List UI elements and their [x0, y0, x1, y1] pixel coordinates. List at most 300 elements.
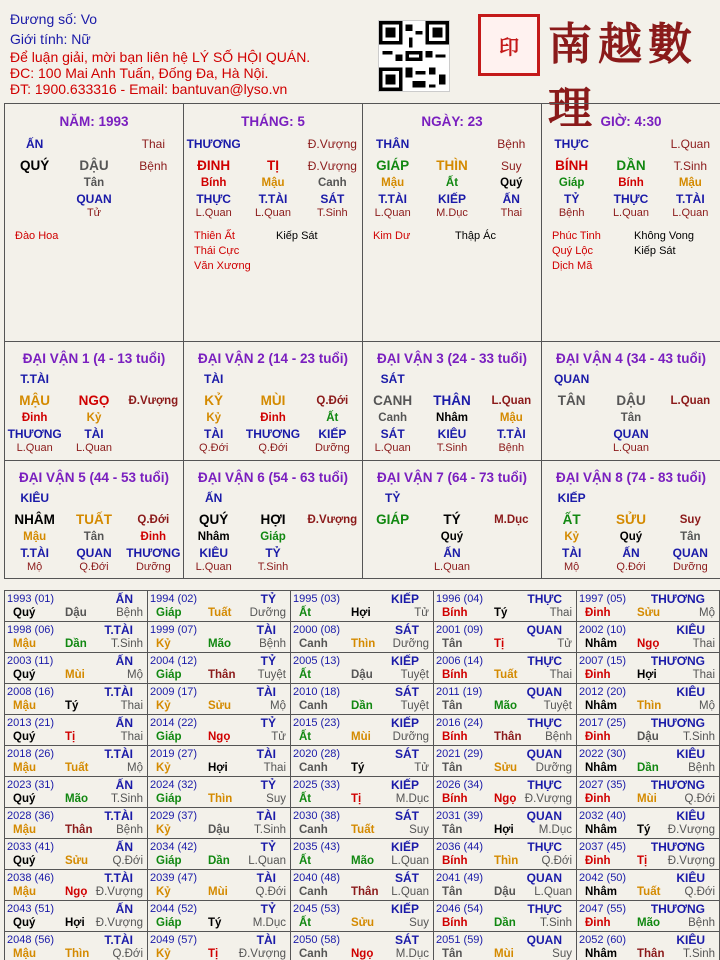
- year-cell: [291, 808, 434, 839]
- year-cell: [577, 591, 720, 622]
- dai-van-cell: [363, 461, 542, 579]
- dai-van-hidden-god: [124, 427, 183, 442]
- year-label: 2042 (50): [579, 872, 627, 884]
- dai-van-stage: Mộ: [564, 561, 580, 573]
- year-god: QUAN: [526, 933, 562, 947]
- year-stage: Bệnh: [545, 731, 572, 743]
- year-stem: Bính: [442, 731, 468, 743]
- year-god: ẤN: [115, 902, 133, 916]
- dai-van-title: ĐẠI VẬN 4 (34 - 43 tuổi): [555, 351, 707, 366]
- year-stage: Suy: [409, 917, 429, 929]
- year-label: 1998 (06): [7, 624, 55, 636]
- pillar-main-2: Suy: [500, 159, 522, 173]
- dai-van-stage: L.Quan: [433, 561, 471, 573]
- year-god: THƯƠNG: [650, 592, 705, 606]
- pillar-main-0: QUÝ: [20, 158, 50, 173]
- year-cell: [577, 901, 720, 932]
- dai-van-cell: [5, 342, 184, 461]
- seal-text: 印: [499, 34, 519, 59]
- pillar-star: Văn Xương: [194, 260, 251, 272]
- dai-van-hidden-stem: [303, 531, 362, 546]
- pillar-main-2: Đ.Vượng: [307, 159, 357, 173]
- year-branch: Tị: [351, 793, 362, 805]
- year-god: TỶ: [260, 778, 276, 792]
- year-god: T.TÀI: [104, 933, 133, 947]
- dai-van-stage: Dưỡng: [672, 561, 708, 573]
- year-god: KIẾP: [390, 716, 419, 730]
- dai-van-hidden-god: TÀI: [561, 546, 582, 560]
- dai-van-main-0: KỶ: [204, 393, 224, 408]
- year-god: QUAN: [526, 685, 562, 699]
- year-cell: [291, 591, 434, 622]
- dai-van-stage: [124, 442, 183, 458]
- year-label: 2040 (48): [293, 872, 341, 884]
- year-stage: Thai: [120, 700, 143, 712]
- dai-van-stage: [542, 442, 601, 458]
- year-label: 2007 (15): [579, 655, 627, 667]
- year-branch: Tị: [208, 948, 219, 960]
- dai-van-stage: [482, 561, 541, 577]
- year-label: 2025 (33): [293, 779, 341, 791]
- year-branch: Dần: [351, 700, 373, 712]
- year-god: T.TÀI: [104, 747, 133, 761]
- dai-van-hidden-stem: Giáp: [260, 531, 286, 543]
- dai-van-hidden-god: KIẾP: [318, 427, 347, 441]
- year-cell: [148, 746, 291, 777]
- pillar-star-bad: Kiếp Sát: [634, 245, 676, 257]
- year-cell: [5, 684, 148, 715]
- year-god: ẤN: [115, 592, 133, 606]
- dai-van-hidden-stem: Canh: [378, 412, 408, 424]
- pillar-star: Dịch Mã: [552, 260, 593, 272]
- year-cell: [148, 684, 291, 715]
- year-label: 2011 (19): [436, 686, 483, 698]
- year-label: 2012 (20): [579, 686, 627, 698]
- yearly-table: [4, 590, 720, 960]
- year-stem: Quý: [13, 793, 36, 805]
- year-stem: Giáp: [156, 855, 182, 867]
- year-god: T.TÀI: [104, 685, 133, 699]
- year-branch: Dần: [494, 917, 516, 929]
- pillar-top-0: THƯƠNG: [186, 137, 241, 151]
- year-stem: Nhâm: [585, 824, 617, 836]
- year-god: SÁT: [395, 685, 419, 699]
- pillar-main-0: ĐINH: [197, 158, 231, 173]
- dai-van-main-0: CANH: [373, 393, 413, 408]
- year-branch: Thân: [637, 948, 665, 960]
- dai-van-hidden-god: THƯƠNG: [245, 427, 301, 441]
- year-label: 2051 (59): [436, 934, 484, 946]
- year-label: 2017 (25): [579, 717, 627, 729]
- year-stem: Giáp: [156, 607, 182, 619]
- year-stem: Đinh: [585, 607, 611, 619]
- dai-van-stage: [303, 561, 362, 577]
- dai-van-cell: [184, 461, 363, 579]
- year-stage: T.Sinh: [111, 793, 143, 805]
- year-branch: Mão: [208, 638, 231, 650]
- dai-van-hidden-stem: [363, 531, 422, 546]
- year-cell: [434, 932, 577, 960]
- year-stem: Mậu: [13, 948, 36, 960]
- year-god: THỰC: [527, 840, 562, 854]
- pillar-stage: Thai: [500, 207, 523, 219]
- year-stage: Đ.Vượng: [524, 793, 572, 805]
- year-stage: Tuyệt: [543, 700, 572, 712]
- year-god: TÀI: [256, 871, 276, 885]
- year-god: KIÊU: [676, 685, 705, 699]
- year-label: 2031 (39): [436, 810, 484, 822]
- year-branch: Sửu: [637, 607, 661, 619]
- year-stem: Đinh: [585, 855, 611, 867]
- year-label: 2036 (44): [436, 841, 484, 853]
- year-branch: Ngọ: [351, 948, 374, 960]
- year-label: 2030 (38): [293, 810, 341, 822]
- year-god: TÀI: [256, 747, 276, 761]
- dai-van-hidden-stem: Mậu: [499, 412, 523, 424]
- yearly-row: [5, 653, 720, 684]
- pillar-hidden-god: SÁT: [320, 192, 345, 206]
- dai-van-stage: Mộ: [27, 561, 43, 573]
- pillar-cell: [184, 104, 363, 342]
- pillar-top-0: ẤN: [25, 137, 44, 151]
- pillar-top-1: [244, 137, 303, 155]
- year-stage: Mộ: [699, 700, 715, 712]
- year-god: SÁT: [395, 933, 419, 947]
- year-stem: Mậu: [13, 638, 36, 650]
- dai-van-main-0: ẤT: [562, 512, 581, 527]
- year-branch: Tuất: [494, 669, 518, 681]
- year-god: THỰC: [527, 902, 562, 916]
- year-stem: Giáp: [156, 731, 182, 743]
- dai-van-hidden-god: [661, 427, 720, 442]
- dai-van-main-2: Đ.Vượng: [128, 395, 179, 407]
- year-label: 2041 (49): [436, 872, 484, 884]
- year-god: THỰC: [527, 592, 562, 606]
- year-stage: T.Sinh: [540, 917, 572, 929]
- year-stage: Mộ: [699, 607, 715, 619]
- pillar-main-1: THÌN: [436, 158, 468, 173]
- year-stage: Thai: [263, 762, 286, 774]
- year-label: 2047 (55): [579, 903, 627, 915]
- year-stage: Tử: [271, 731, 286, 743]
- year-god: TÀI: [256, 685, 276, 699]
- dai-van-stage: L.Quan: [16, 442, 53, 454]
- year-label: 2037 (45): [579, 841, 627, 853]
- year-god: THỰC: [527, 778, 562, 792]
- year-cell: [148, 591, 291, 622]
- year-stage: Tuyệt: [400, 700, 429, 712]
- dai-van-stage: [661, 442, 720, 458]
- pillar-star-bad: Không Vong: [634, 230, 694, 242]
- year-god: T.TÀI: [104, 809, 133, 823]
- year-god: SÁT: [395, 809, 419, 823]
- year-branch: Tuất: [208, 607, 232, 619]
- dai-van-stage: Q.Đới: [616, 561, 646, 573]
- year-stem: Đinh: [585, 793, 611, 805]
- year-branch: Ngọ: [65, 886, 88, 898]
- dai-van-stage: Q.Đới: [199, 442, 229, 454]
- year-stage: Q.Đới: [112, 855, 143, 867]
- year-stage: T.Sinh: [254, 824, 286, 836]
- year-stem: Tân: [442, 762, 463, 774]
- dai-van-main-1: TÝ: [443, 512, 461, 527]
- year-god: QUAN: [526, 871, 562, 885]
- year-label: 2021 (29): [436, 748, 484, 760]
- yearly-row: [5, 715, 720, 746]
- year-stage: Dưỡng: [535, 762, 572, 774]
- year-branch: Thìn: [637, 700, 662, 712]
- dai-van-hidden-god: THƯƠNG: [126, 546, 181, 560]
- year-stem: Quý: [13, 855, 36, 867]
- year-god: THƯƠNG: [650, 654, 705, 668]
- year-stem: Ất: [299, 731, 312, 743]
- year-stem: Canh: [299, 948, 328, 960]
- year-branch: Hợi: [494, 824, 514, 836]
- dai-van-main-1: TUẤT: [75, 512, 112, 527]
- year-label: 2003 (11): [7, 655, 54, 667]
- dai-van-stage: T.Sinh: [257, 561, 289, 573]
- year-stage: T.Sinh: [683, 948, 715, 960]
- year-god: TỶ: [260, 654, 276, 668]
- dai-van-main-1: HỢI: [260, 512, 286, 527]
- dai-van-hidden-stem: Kỷ: [564, 531, 580, 543]
- year-stage: Q.Đới: [684, 793, 715, 805]
- year-label: 1994 (02): [150, 593, 198, 605]
- pillar-hidden-god: T.TÀI: [258, 192, 288, 206]
- year-stage: Thai: [692, 669, 715, 681]
- dai-van-hidden-stem: Đinh: [260, 412, 286, 424]
- year-stem: Mậu: [13, 886, 36, 898]
- year-branch: Mão: [65, 793, 88, 805]
- year-branch: Dần: [65, 638, 87, 650]
- year-god: TÀI: [256, 933, 276, 947]
- dai-van-hidden-stem: Kỷ: [206, 412, 222, 424]
- year-branch: Mão: [494, 700, 517, 712]
- year-branch: Mùi: [208, 886, 228, 898]
- pillar-top-1: [65, 137, 124, 155]
- dai-van-stage: Dưỡng: [314, 442, 350, 454]
- year-cell: [148, 901, 291, 932]
- year-cell: [434, 777, 577, 808]
- dai-van-hidden-stem: Quý: [619, 531, 643, 543]
- dai-van-main-1: MÙI: [260, 393, 286, 408]
- pillar-top-2: Đ.Vượng: [307, 137, 357, 151]
- pillar-hidden-god: ẤN: [502, 192, 520, 206]
- year-cell: [577, 653, 720, 684]
- year-god: KIÊU: [676, 809, 705, 823]
- dai-van-main-1: NGỌ: [78, 393, 110, 408]
- year-label: 2002 (10): [579, 624, 627, 636]
- year-stage: Thai: [692, 638, 715, 650]
- pillar-star-bad: Kiếp Sát: [276, 230, 318, 242]
- qr-code: [378, 20, 450, 92]
- year-stage: Mộ: [127, 762, 143, 774]
- year-label: 2010 (18): [293, 686, 341, 698]
- year-cell: [434, 870, 577, 901]
- dai-van-hidden-stem: [124, 412, 183, 427]
- year-branch: Tị: [65, 731, 76, 743]
- year-cell: [148, 622, 291, 653]
- pillar-main-2: Bệnh: [139, 159, 168, 173]
- year-god: TỶ: [260, 902, 276, 916]
- dai-van-main-0: QUÝ: [199, 512, 229, 527]
- year-god: THƯƠNG: [650, 840, 705, 854]
- year-label: 2046 (54): [436, 903, 484, 915]
- year-stage: Thai: [549, 607, 572, 619]
- dai-van-title: ĐẠI VẬN 6 (54 - 63 tuổi): [197, 470, 349, 485]
- year-stage: Bệnh: [116, 824, 143, 836]
- year-label: 2004 (12): [150, 655, 198, 667]
- year-branch: Hợi: [637, 669, 657, 681]
- pillar-title: NGÀY: 23: [421, 114, 483, 129]
- pillar-hidden-stem: Bính: [618, 177, 644, 189]
- year-god: ẤN: [115, 716, 133, 730]
- year-stem: Kỷ: [156, 824, 171, 836]
- year-branch: Tị: [637, 855, 648, 867]
- dai-van-main-2: M.Dục: [494, 514, 529, 526]
- year-god: TỶ: [260, 840, 276, 854]
- year-stage: T.Sinh: [683, 731, 715, 743]
- year-stage: M.Dục: [395, 948, 429, 960]
- year-stage: Dưỡng: [392, 638, 429, 650]
- year-label: 2035 (43): [293, 841, 341, 853]
- year-cell: [5, 932, 148, 960]
- year-stem: Quý: [13, 607, 36, 619]
- dai-van-hidden-stem: Ất: [326, 412, 339, 424]
- year-stage: Thai: [120, 731, 143, 743]
- year-god: SÁT: [395, 623, 419, 637]
- pillar-hidden-stem: Tân: [83, 177, 105, 189]
- pillar-top-0: THỰC: [554, 137, 589, 151]
- pillar-hidden-stem: [124, 177, 183, 192]
- year-label: 2008 (16): [7, 686, 55, 698]
- year-branch: Tị: [494, 638, 505, 650]
- year-stem: Kỷ: [156, 638, 171, 650]
- year-label: 2043 (51): [7, 903, 55, 915]
- dai-van-top: QUAN: [553, 372, 590, 386]
- year-cell: [148, 808, 291, 839]
- year-god: KIÊU: [676, 747, 705, 761]
- yearly-row: [5, 777, 720, 808]
- year-branch: Thìn: [351, 638, 376, 650]
- dai-van-stage: T.Sinh: [436, 442, 468, 454]
- year-label: 2034 (42): [150, 841, 198, 853]
- dai-van-hidden-god: QUAN: [76, 546, 112, 560]
- year-label: 2038 (46): [7, 872, 55, 884]
- year-god: TỶ: [260, 592, 276, 606]
- year-god: THỰC: [527, 654, 562, 668]
- year-stage: Bệnh: [688, 917, 715, 929]
- year-cell: [5, 839, 148, 870]
- year-stage: Q.Đới: [112, 948, 143, 960]
- year-branch: Ngọ: [494, 793, 517, 805]
- pillar-stage: Bệnh: [558, 207, 585, 219]
- pillar-star: Thái Cực: [194, 245, 240, 257]
- year-label: 2048 (56): [7, 934, 55, 946]
- yearly-row: [5, 932, 720, 960]
- year-cell: [148, 653, 291, 684]
- year-god: QUAN: [526, 747, 562, 761]
- year-stage: Dưỡng: [392, 731, 429, 743]
- year-branch: Tuất: [351, 824, 375, 836]
- dai-van-hidden-god: TÀI: [203, 427, 224, 441]
- year-stage: Bệnh: [259, 638, 286, 650]
- year-stage: M.Dục: [538, 824, 572, 836]
- year-cell: [577, 622, 720, 653]
- dai-van-top: KIẾP: [557, 491, 586, 505]
- year-stem: Ất: [299, 607, 312, 619]
- year-branch: Tý: [494, 607, 508, 619]
- year-cell: [291, 901, 434, 932]
- yearly-row: [5, 839, 720, 870]
- year-cell: [577, 870, 720, 901]
- year-label: 2033 (41): [7, 841, 55, 853]
- year-stem: Bính: [442, 607, 468, 619]
- year-cell: [291, 932, 434, 960]
- year-branch: Dần: [637, 762, 659, 774]
- year-stage: T.Sinh: [111, 638, 143, 650]
- dai-van-main-2: L.Quan: [491, 395, 532, 407]
- pillar-stage: Tử: [86, 207, 102, 219]
- year-stage: M.Dục: [395, 793, 429, 805]
- year-stem: Ất: [299, 669, 312, 681]
- pillar-hidden-stem: Mậu: [678, 177, 702, 189]
- year-stem: Giáp: [156, 793, 182, 805]
- year-god: ẤN: [115, 654, 133, 668]
- year-stage: Q.Đới: [541, 855, 572, 867]
- pillar-main-1: DẦN: [616, 158, 646, 173]
- year-label: 1997 (05): [579, 593, 627, 605]
- year-branch: Tý: [65, 700, 79, 712]
- dai-van-title: ĐẠI VẬN 7 (64 - 73 tuổi): [376, 470, 528, 485]
- dai-van-hidden-god: ẤN: [443, 546, 461, 560]
- year-branch: Dậu: [65, 607, 87, 619]
- pillar-hidden-god: QUAN: [76, 192, 112, 206]
- year-stage: Tử: [557, 638, 572, 650]
- year-label: 2050 (58): [293, 934, 341, 946]
- year-label: 1996 (04): [436, 593, 484, 605]
- pillar-title: NĂM: 1993: [59, 114, 129, 129]
- year-god: QUAN: [526, 809, 562, 823]
- year-stem: Tân: [442, 948, 463, 960]
- year-branch: Ngọ: [208, 731, 231, 743]
- year-label: 2023 (31): [7, 779, 55, 791]
- year-stage: Thai: [549, 669, 572, 681]
- yearly-row: [5, 746, 720, 777]
- year-branch: Thìn: [65, 948, 90, 960]
- year-label: 2000 (08): [293, 624, 341, 636]
- dai-van-main-2: Đ.Vượng: [307, 514, 358, 526]
- year-branch: Mùi: [637, 793, 657, 805]
- dai-van-main-1: THÂN: [433, 393, 471, 408]
- dai-van-top: KIÊU: [20, 491, 49, 505]
- dai-van-hidden-stem: [542, 412, 601, 427]
- year-branch: Ngọ: [637, 638, 660, 650]
- year-cell: [577, 777, 720, 808]
- dai-van-stage: [363, 561, 422, 577]
- dai-van-cell: [5, 461, 184, 579]
- year-stem: Quý: [13, 917, 36, 929]
- dai-van-stage: L.Quan: [612, 442, 650, 454]
- pillar-hidden-god: T.TÀI: [378, 192, 407, 206]
- dai-van-main-0: TÂN: [557, 393, 586, 408]
- year-stage: Bệnh: [688, 762, 715, 774]
- gender: Giới tính: Nữ: [10, 31, 91, 47]
- year-god: T.TÀI: [104, 871, 133, 885]
- year-cell: [5, 808, 148, 839]
- year-branch: Hợi: [65, 917, 85, 929]
- year-god: ẤN: [115, 778, 133, 792]
